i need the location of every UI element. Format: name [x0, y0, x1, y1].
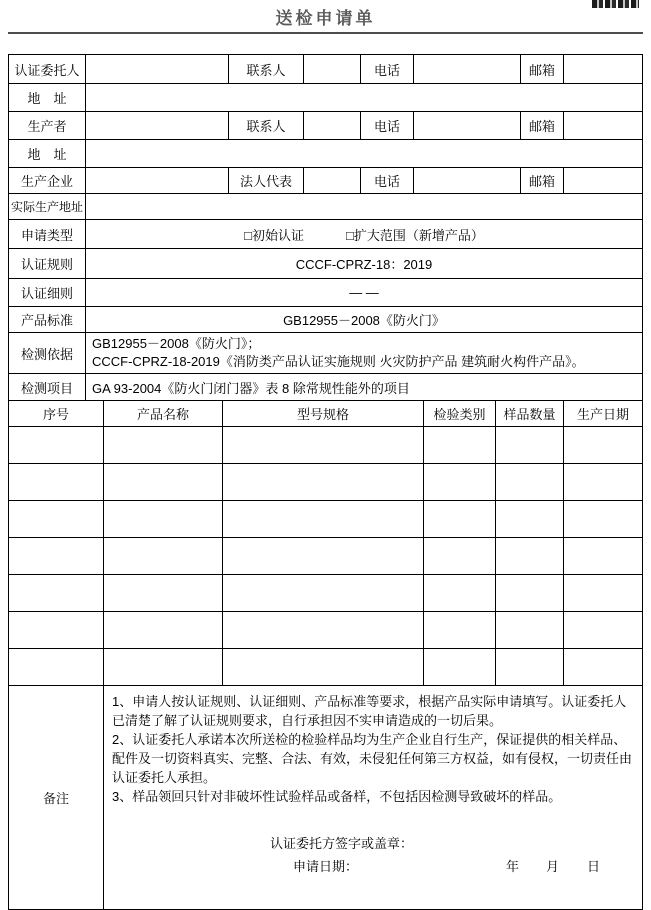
- remarks-table: [8, 685, 643, 910]
- factory-email-label: 邮箱: [521, 168, 564, 194]
- remarks-note-1: 1、申请人按认证规则、认证细则、产品标准等要求，根据产品实际申请填写。认证委托人已清楚了解了认证规则要求，自行承担因不实申请造成的一切后果。: [112, 694, 627, 728]
- applicant-email-label: 邮箱: [521, 55, 564, 84]
- date-unit-year: 年: [506, 859, 520, 874]
- product-row: [9, 427, 643, 464]
- product-date-cell[interactable]: [564, 612, 643, 649]
- test-items-value: GA 93-2004《防火门闭门器》表 8 除常规性能外的项目: [86, 374, 643, 401]
- products-table: [8, 400, 643, 686]
- producer-email-cell[interactable]: [564, 112, 643, 140]
- applicant-contact-label: 联系人: [229, 55, 304, 84]
- product-category-cell[interactable]: [424, 649, 496, 686]
- product-seq-cell[interactable]: [9, 612, 104, 649]
- product-qty-cell[interactable]: [496, 649, 564, 686]
- product-qty-cell[interactable]: [496, 612, 564, 649]
- product-model-cell[interactable]: [223, 501, 424, 538]
- product-model-cell[interactable]: [223, 427, 424, 464]
- factory-email-cell[interactable]: [564, 168, 643, 194]
- signature-or-seal-label[interactable]: 认证委托方签字或盖章：: [270, 836, 414, 851]
- application-type-cell: [86, 220, 643, 249]
- product-row: [9, 464, 643, 501]
- product-model-cell[interactable]: [223, 575, 424, 612]
- product-date-cell[interactable]: [564, 538, 643, 575]
- product-name-cell[interactable]: [104, 538, 223, 575]
- info-table: [8, 54, 643, 220]
- rules-table: [8, 219, 643, 401]
- test-items-label: 检测项目: [9, 374, 86, 401]
- producer-label: 生产者: [9, 112, 86, 140]
- product-name-cell[interactable]: [104, 501, 223, 538]
- product-qty-cell[interactable]: [496, 501, 564, 538]
- product-qty-cell[interactable]: [496, 575, 564, 612]
- col-header-seq: 序号: [9, 401, 104, 427]
- col-header-sample-qty: 样品数量: [496, 401, 564, 427]
- product-name-cell[interactable]: [104, 464, 223, 501]
- factory-name-cell[interactable]: [86, 168, 229, 194]
- test-basis-line-1: GB12955－2008《防火门》；: [92, 336, 261, 351]
- col-header-product-name: 产品名称: [104, 401, 223, 427]
- product-date-cell[interactable]: [564, 501, 643, 538]
- product-model-cell[interactable]: [223, 649, 424, 686]
- product-row: [9, 501, 643, 538]
- checkbox-scope-expansion[interactable]: □扩大范围（新增产品）: [346, 227, 484, 243]
- applicant-contact-cell[interactable]: [304, 55, 361, 84]
- col-header-production-date: 生产日期: [564, 401, 643, 427]
- product-seq-cell[interactable]: [9, 427, 104, 464]
- factory-legal-rep-cell[interactable]: [304, 168, 361, 194]
- logo-fragment: [592, 0, 639, 8]
- col-header-test-category: 检验类别: [424, 401, 496, 427]
- applicant-name-cell[interactable]: [86, 55, 229, 84]
- remarks-label: 备注: [9, 686, 104, 910]
- product-row: [9, 612, 643, 649]
- product-date-cell[interactable]: [564, 575, 643, 612]
- product-category-cell[interactable]: [424, 464, 496, 501]
- product-seq-cell[interactable]: [9, 649, 104, 686]
- test-basis-value: [86, 333, 643, 374]
- certification-detail-label: 认证细则: [9, 279, 86, 307]
- product-model-cell[interactable]: [223, 464, 424, 501]
- application-type-label: 申请类型: [9, 220, 86, 249]
- test-basis-label: 检测依据: [9, 333, 86, 374]
- product-date-cell[interactable]: [564, 649, 643, 686]
- product-category-cell[interactable]: [424, 501, 496, 538]
- producer-email-label: 邮箱: [521, 112, 564, 140]
- product-category-cell[interactable]: [424, 612, 496, 649]
- factory-address-label: 实际生产地址: [9, 194, 86, 220]
- product-row: [9, 538, 643, 575]
- product-standard-value: GB12955－2008《防火门》: [86, 307, 643, 333]
- producer-address-label: 地 址: [9, 140, 86, 168]
- product-seq-cell[interactable]: [9, 501, 104, 538]
- product-seq-cell[interactable]: [9, 538, 104, 575]
- product-seq-cell[interactable]: [9, 575, 104, 612]
- form-sheet: [8, 54, 643, 910]
- applicant-phone-cell[interactable]: [414, 55, 521, 84]
- date-unit-month: 月: [546, 859, 560, 874]
- applicant-email-cell[interactable]: [564, 55, 643, 84]
- product-category-cell[interactable]: [424, 575, 496, 612]
- factory-phone-label: 电话: [361, 168, 414, 194]
- product-name-cell[interactable]: [104, 612, 223, 649]
- producer-contact-cell[interactable]: [304, 112, 361, 140]
- producer-phone-cell[interactable]: [414, 112, 521, 140]
- factory-legal-rep-label: 法人代表: [229, 168, 304, 194]
- product-seq-cell[interactable]: [9, 464, 104, 501]
- applicant-label: 认证委托人: [9, 55, 86, 84]
- application-date-label: 申请日期：: [293, 859, 359, 874]
- applicant-address-label: 地 址: [9, 84, 86, 112]
- product-qty-cell[interactable]: [496, 538, 564, 575]
- product-name-cell[interactable]: [104, 575, 223, 612]
- factory-phone-cell[interactable]: [414, 168, 521, 194]
- certification-rule-value: CCCF-CPRZ-18：2019: [86, 249, 643, 279]
- applicant-phone-label: 电话: [361, 55, 414, 84]
- col-header-model-spec: 型号规格: [223, 401, 424, 427]
- product-date-cell[interactable]: [564, 464, 643, 501]
- date-unit-day: 日: [587, 859, 601, 874]
- application-date-line: [293, 857, 634, 876]
- certification-rule-label: 认证规则: [9, 249, 86, 279]
- title-underline: [8, 32, 643, 34]
- product-name-cell[interactable]: [104, 649, 223, 686]
- product-model-cell[interactable]: [223, 612, 424, 649]
- producer-name-cell[interactable]: [86, 112, 229, 140]
- certification-detail-value: — —: [86, 279, 643, 307]
- product-date-cell[interactable]: [564, 427, 643, 464]
- test-basis-line-2: CCCF-CPRZ-18-2019《消防类产品认证实施规则 火灾防护产品 建筑耐火构件产品》。: [92, 354, 585, 369]
- product-standard-label: 产品标准: [9, 307, 86, 333]
- product-row: [9, 575, 643, 612]
- remarks-note-2: 2、认证委托人承诺本次所送检的检验样品均为生产企业自行生产，保证提供的相关样品、配件及一切资料真实、完整、合法、有效，未侵犯任何第三方权益，如有侵权，一切责任由认证委托人承担。: [112, 732, 633, 785]
- product-qty-cell[interactable]: [496, 464, 564, 501]
- producer-phone-label: 电话: [361, 112, 414, 140]
- remarks-note-3: 3、样品领回只针对非破坏性试验样品或备样，不包括因检测导致破坏的样品。: [112, 789, 562, 804]
- page-title: 送检申请单: [275, 9, 376, 28]
- checkbox-initial-certification[interactable]: □初始认证: [244, 227, 304, 243]
- product-model-cell[interactable]: [223, 538, 424, 575]
- applicant-address-cell[interactable]: [86, 84, 643, 112]
- producer-address-cell[interactable]: [86, 140, 643, 168]
- product-category-cell[interactable]: [424, 538, 496, 575]
- producer-contact-label: 联系人: [229, 112, 304, 140]
- product-category-cell[interactable]: [424, 427, 496, 464]
- factory-label: 生产企业: [9, 168, 86, 194]
- product-row: [9, 649, 643, 686]
- factory-address-cell[interactable]: [86, 194, 643, 220]
- product-name-cell[interactable]: [104, 427, 223, 464]
- remarks-content: [104, 686, 643, 910]
- product-qty-cell[interactable]: [496, 427, 564, 464]
